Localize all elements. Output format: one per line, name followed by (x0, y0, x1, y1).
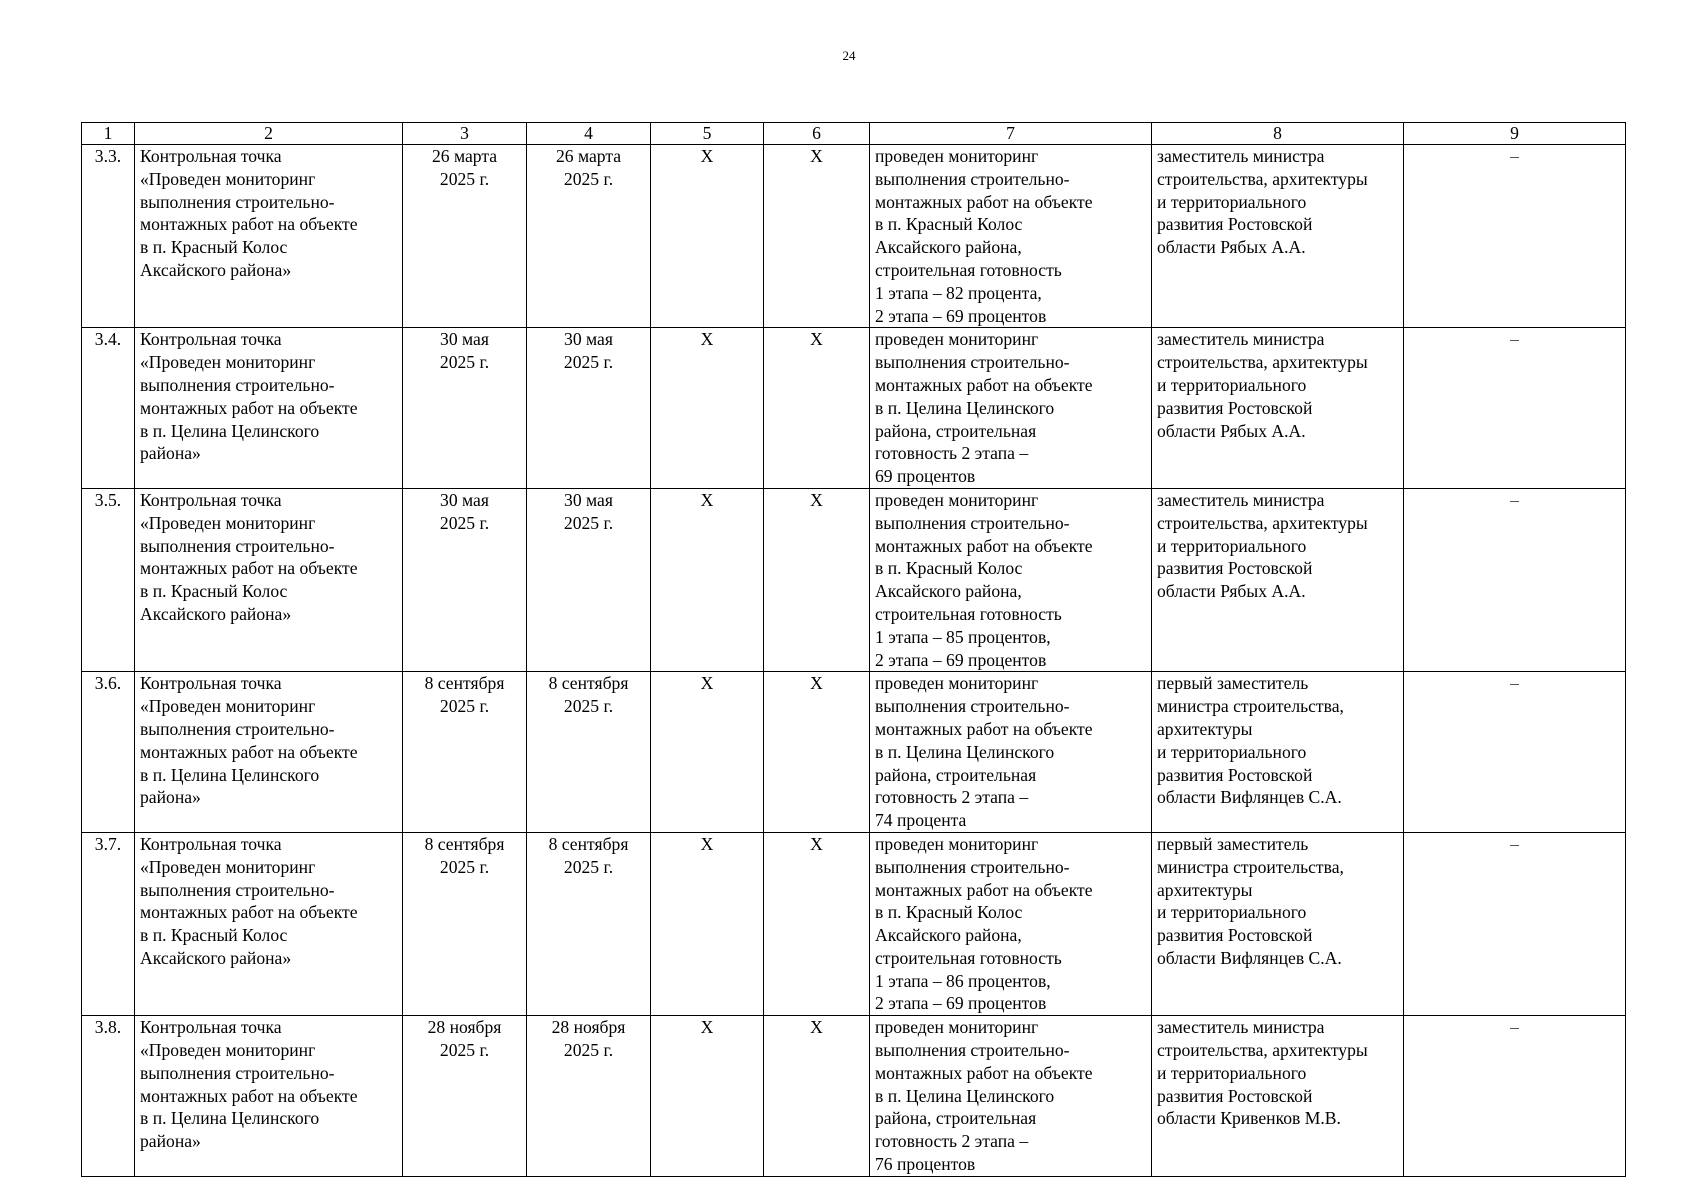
table-row (82, 1016, 1626, 1177)
control-point-name: Контрольная точка «Проведен мониторинг выполнения строительно- монтажных работ на объекте в п. Красный Колос Аксайского района» (135, 145, 403, 328)
result-description: проведен мониторинг выполнения строительно- монтажных работ на объекте в п. Красный Колос Аксайского района, строительная готовность 1 этапа – 82 процента, 2 этапа – 69 процентов (870, 145, 1152, 328)
actual-date: 30 мая 2025 г. (527, 488, 651, 671)
column-5-mark: Х (651, 145, 764, 328)
planned-date: 30 мая 2025 г. (403, 488, 527, 671)
control-point-name: Контрольная точка «Проведен мониторинг выполнения строительно- монтажных работ на объекте в п. Целина Целинского района» (135, 672, 403, 833)
row-number: 3.5. (82, 488, 135, 671)
column-9-dash: – (1404, 488, 1626, 671)
result-description: проведен мониторинг выполнения строительно- монтажных работ на объекте в п. Красный Колос Аксайского района, строительная готовность 1 этапа – 85 процентов, 2 этапа – 69 процентов (870, 488, 1152, 671)
actual-date: 28 ноября 2025 г. (527, 1016, 651, 1177)
column-5-mark: Х (651, 488, 764, 671)
row-number: 3.8. (82, 1016, 135, 1177)
control-points-table (81, 122, 1626, 1177)
column-5-mark: Х (651, 672, 764, 833)
result-description: проведен мониторинг выполнения строительно- монтажных работ на объекте в п. Целина Целинского района, строительная готовность 2 этапа – 69 процентов (870, 328, 1152, 489)
planned-date: 8 сентября 2025 г. (403, 832, 527, 1015)
planned-date: 8 сентября 2025 г. (403, 672, 527, 833)
actual-date: 8 сентября 2025 г. (527, 832, 651, 1015)
row-number: 3.7. (82, 832, 135, 1015)
row-number: 3.6. (82, 672, 135, 833)
control-point-name: Контрольная точка «Проведен мониторинг выполнения строительно- монтажных работ на объекте в п. Целина Целинского района» (135, 328, 403, 489)
column-header: 9 (1404, 123, 1626, 145)
actual-date: 30 мая 2025 г. (527, 328, 651, 489)
column-6-mark: Х (764, 145, 870, 328)
responsible-person: заместитель министра строительства, архитектуры и территориального развития Ростовской области Кривенков М.В. (1152, 1016, 1404, 1177)
column-5-mark: Х (651, 832, 764, 1015)
control-point-name: Контрольная точка «Проведен мониторинг выполнения строительно- монтажных работ на объекте в п. Красный Колос Аксайского района» (135, 488, 403, 671)
table-row (82, 145, 1626, 328)
column-6-mark: Х (764, 1016, 870, 1177)
column-header: 1 (82, 123, 135, 145)
planned-date: 28 ноября 2025 г. (403, 1016, 527, 1177)
responsible-person: первый заместитель министра строительства, архитектуры и территориального развития Ростовской области Вифлянцев С.А. (1152, 672, 1404, 833)
column-5-mark: Х (651, 1016, 764, 1177)
table-row (82, 328, 1626, 489)
row-number: 3.4. (82, 328, 135, 489)
responsible-person: заместитель министра строительства, архитектуры и территориального развития Ростовской области Рябых А.А. (1152, 488, 1404, 671)
column-9-dash: – (1404, 832, 1626, 1015)
column-header: 2 (135, 123, 403, 145)
column-header: 7 (870, 123, 1152, 145)
column-header: 3 (403, 123, 527, 145)
responsible-person: заместитель министра строительства, архитектуры и территориального развития Ростовской области Рябых А.А. (1152, 328, 1404, 489)
column-6-mark: Х (764, 328, 870, 489)
planned-date: 30 мая 2025 г. (403, 328, 527, 489)
responsible-person: первый заместитель министра строительства, архитектуры и территориального развития Ростовской области Вифлянцев С.А. (1152, 832, 1404, 1015)
column-header: 5 (651, 123, 764, 145)
page-number: 24 (842, 48, 856, 63)
column-6-mark: Х (764, 832, 870, 1015)
table-row (82, 672, 1626, 833)
column-header: 4 (527, 123, 651, 145)
actual-date: 8 сентября 2025 г. (527, 672, 651, 833)
result-description: проведен мониторинг выполнения строительно- монтажных работ на объекте в п. Целина Целинского района, строительная готовность 2 этапа – 74 процента (870, 672, 1152, 833)
control-point-name: Контрольная точка «Проведен мониторинг выполнения строительно- монтажных работ на объекте в п. Целина Целинского района» (135, 1016, 403, 1177)
column-5-mark: Х (651, 328, 764, 489)
column-9-dash: – (1404, 1016, 1626, 1177)
column-9-dash: – (1404, 145, 1626, 328)
control-point-name: Контрольная точка «Проведен мониторинг выполнения строительно- монтажных работ на объекте в п. Красный Колос Аксайского района» (135, 832, 403, 1015)
result-description: проведен мониторинг выполнения строительно- монтажных работ на объекте в п. Целина Целинского района, строительная готовность 2 этапа – 76 процентов (870, 1016, 1152, 1177)
planned-date: 26 марта 2025 г. (403, 145, 527, 328)
column-6-mark: Х (764, 672, 870, 833)
actual-date: 26 марта 2025 г. (527, 145, 651, 328)
column-6-mark: Х (764, 488, 870, 671)
row-number: 3.3. (82, 145, 135, 328)
responsible-person: заместитель министра строительства, архитектуры и территориального развития Ростовской области Рябых А.А. (1152, 145, 1404, 328)
column-header: 6 (764, 123, 870, 145)
table-row (82, 832, 1626, 1015)
table-row (82, 488, 1626, 671)
table-header-row (82, 123, 1626, 145)
column-header: 8 (1152, 123, 1404, 145)
result-description: проведен мониторинг выполнения строительно- монтажных работ на объекте в п. Красный Колос Аксайского района, строительная готовность 1 этапа – 86 процентов, 2 этапа – 69 процентов (870, 832, 1152, 1015)
column-9-dash: – (1404, 672, 1626, 833)
column-9-dash: – (1404, 328, 1626, 489)
